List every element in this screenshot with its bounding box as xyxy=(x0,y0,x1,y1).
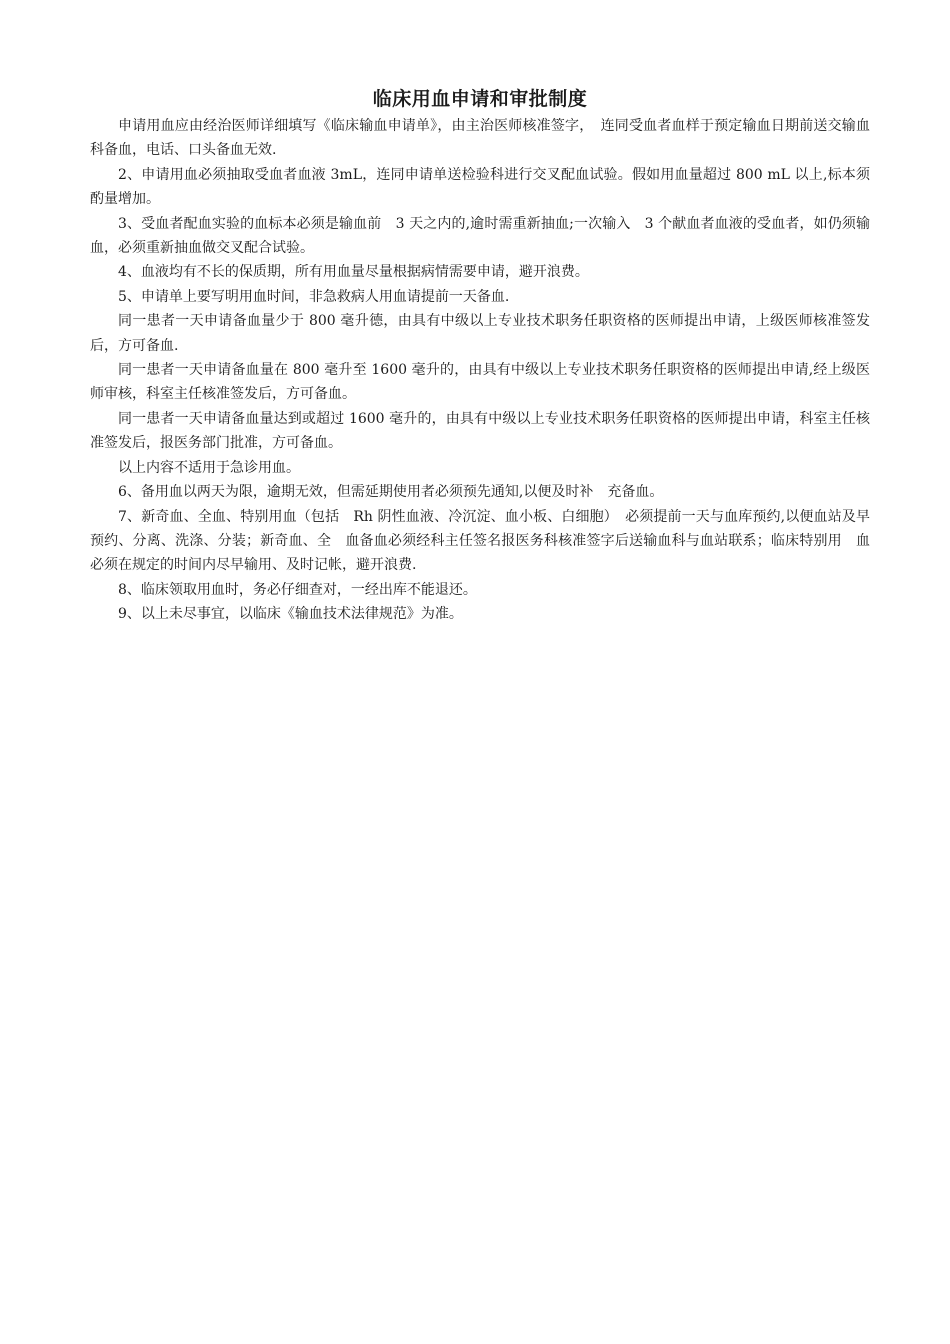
paragraph-under-800ml: 同一患者一天申请备血量少于 800 毫升德，由具有中级以上专业技术职务任职资格的医师提出申请，上级医师核准签发后，方可备血. xyxy=(90,313,870,354)
paragraph-item-2: 2、申请用血必须抽取受血者血液 3mL，连同申请单送检验科进行交叉配血试验。假如用血量超过 800 mL 以上,标本须酌量增加。 xyxy=(90,166,870,208)
paragraph-item-3: 3、受血者配血实验的血标本必须是输血前 3 天之内的,逾时需重新抽血;一次输入 3 个献血者血液的受血者，如仍须输血，必须重新抽血做交叉配合试验。 xyxy=(90,215,870,257)
paragraph-over-1600ml: 同一患者一天申请备血量达到或超过 1600 毫升的，由具有中级以上专业技术职务任职资格的医师提出申请，科室主任核准签发后，报医务部门批准，方可备血。 xyxy=(90,410,870,452)
paragraph-800-to-1600ml: 同一患者一天申请备血量在 800 毫升至 1600 毫升的，由具有中级以上专业技术职务任职资格的医师提出申请,经上级医师审核，科室主任核准签发后，方可备血。 xyxy=(90,362,870,403)
document-title: 临床用血申请和审批制度 xyxy=(372,88,588,110)
paragraph-item-4: 4、血液均有不长的保质期，所有用血量尽量根据病情需要申请，避开浪费。 xyxy=(118,264,589,281)
paragraph-request-form: 申请用血应由经治医师详细填写《临床输血申请单》，由主治医师核准签字， 连同受血者血样于预定输血日期前送交输血科备血，电话、口头备血无效. xyxy=(90,118,870,159)
paragraph-item-6: 6、备用血以两天为限，逾期无效，但需延期使用者必须预先通知,以便及时补 充备血。 xyxy=(118,484,664,501)
paragraph-emergency-note: 以上内容不适用于急诊用血。 xyxy=(118,459,300,476)
paragraph-item-9: 9、以上未尽事宜，以临床《输血技术法律规范》为准。 xyxy=(118,606,463,623)
document-page xyxy=(90,84,870,627)
paragraph-item-8: 8、临床领取用血时，务必仔细查对，一经出库不能退还。 xyxy=(118,581,477,598)
paragraph-item-5: 5、申请单上要写明用血时间，非急救病人用血请提前一天备血. xyxy=(118,288,510,305)
paragraph-item-7: 7、新奇血、全血、特别用血（包括 Rh 阴性血液、冷沉淀、血小板、白细胞） 必须提前一天与血库预约,以便血站及早预约、分离、洗涤、分装；新奇血、全 血备血必须经科主任签名报医务科核准签字后送输血科与血站联系；临床特别用 血必须在规定的时间内尽早输用、及时记帐，避开浪费. xyxy=(90,508,870,574)
